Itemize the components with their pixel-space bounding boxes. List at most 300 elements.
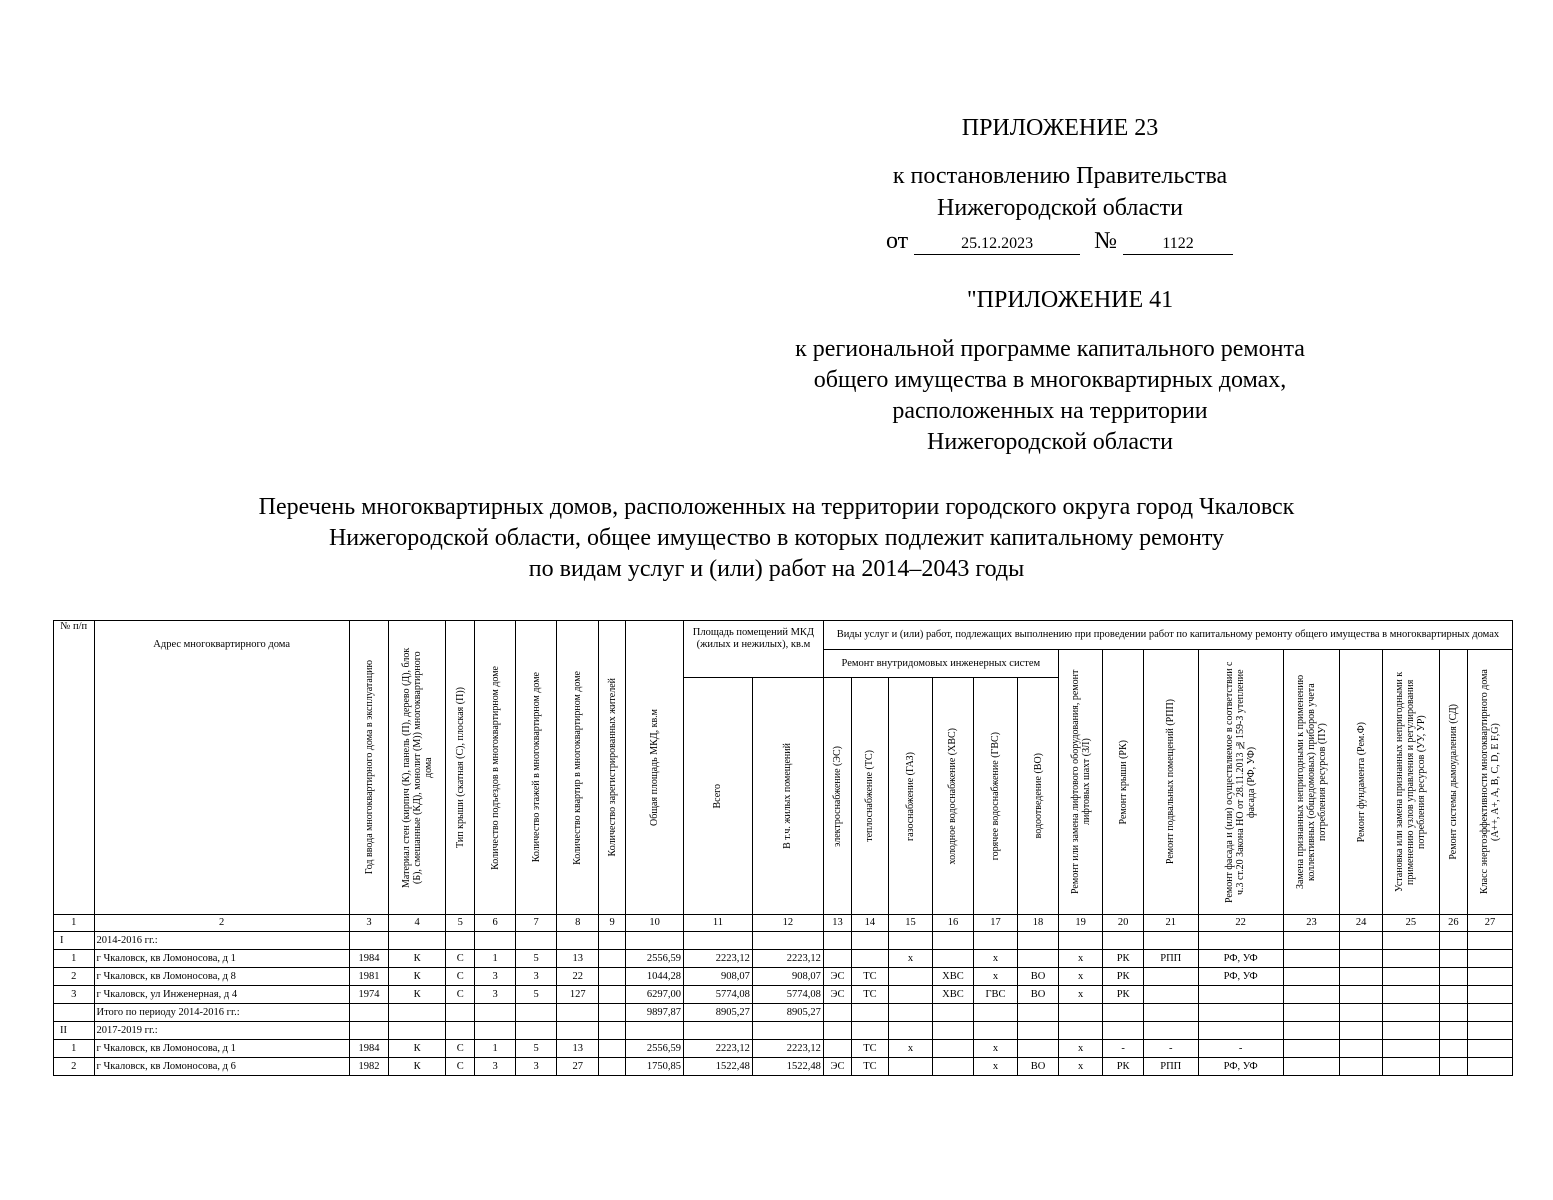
table-cell (933, 1022, 974, 1040)
col-header-20: Ремонт крыши (РК) (1103, 650, 1144, 915)
table-cell: г Чкаловск, кв Ломоносова, д 8 (94, 968, 349, 986)
table-cell (1058, 1004, 1103, 1022)
table-cell: 3 (475, 1058, 516, 1076)
table-cell: х (973, 950, 1018, 968)
table-row (54, 968, 1513, 986)
table-cell (1018, 932, 1059, 950)
table-cell (598, 1058, 625, 1076)
table-cell: х (1058, 950, 1103, 968)
table-cell: г Чкаловск, кв Ломоносова, д 1 (94, 1040, 349, 1058)
table-row (54, 950, 1513, 968)
table-cell (888, 968, 933, 986)
col-header-25: Установка или замена признанных непригодными к применению узлов управления и регулирования потребления ресурсов (УУ, УР) (1382, 650, 1439, 915)
table-cell (973, 932, 1018, 950)
col-header-11: Всего (684, 678, 753, 915)
table-cell: х (973, 1040, 1018, 1058)
table-cell (1468, 1058, 1513, 1076)
table-cell: 1522,48 (752, 1058, 823, 1076)
table-cell: - (1198, 1040, 1283, 1058)
col-header-18: водоотведение (ВО) (1018, 678, 1059, 915)
table-cell: 5 (515, 1040, 557, 1058)
col-header-16: холодное водоснабжение (ХВС) (933, 678, 974, 915)
table-cell: 27 (557, 1058, 599, 1076)
table-row (54, 1040, 1513, 1058)
table-cell (1382, 1022, 1439, 1040)
table-cell (1340, 950, 1383, 968)
table-cell (973, 1004, 1018, 1022)
table-cell: ЭС (823, 986, 851, 1004)
table-cell: К (389, 968, 446, 986)
col-header-7: Количество этажей в многоквартирном доме (515, 621, 557, 915)
table-cell (1382, 1004, 1439, 1022)
table-cell (1143, 986, 1198, 1004)
table-cell: С (446, 1058, 475, 1076)
column-number: 16 (933, 915, 974, 932)
col-header-1: № п/п (54, 621, 95, 915)
col-header-3: Год ввода многоквартирного дома в эксплуатацию (349, 621, 389, 915)
table-cell (1468, 950, 1513, 968)
buildings-table (53, 620, 1513, 1076)
table-cell (475, 1022, 516, 1040)
table-cell: 6297,00 (626, 986, 684, 1004)
table-cell (626, 1022, 684, 1040)
table-cell: ТС (852, 1040, 888, 1058)
table-cell (1283, 986, 1340, 1004)
table-cell: ВО (1018, 986, 1059, 1004)
table-cell: 1984 (349, 950, 389, 968)
table-cell: 13 (557, 950, 599, 968)
table-cell (1198, 932, 1283, 950)
column-number: 6 (475, 915, 516, 932)
table-cell: РФ, УФ (1198, 968, 1283, 986)
table-cell (1018, 950, 1059, 968)
table-cell: х (1058, 968, 1103, 986)
table-cell (1018, 1022, 1059, 1040)
table-cell (1468, 986, 1513, 1004)
col-header-27: Класс энергоэффективности многоквартирного дома (A++, A+, A, B, C, D, E F,G) (1468, 650, 1513, 915)
table-cell: 1 (54, 1040, 95, 1058)
table-cell: х (888, 950, 933, 968)
table-cell: 1522,48 (684, 1058, 753, 1076)
col-header-6: Количество подъездов в многоквартирном доме (475, 621, 516, 915)
table-body (54, 915, 1513, 1076)
table-cell (852, 1022, 888, 1040)
table-cell (852, 950, 888, 968)
table-cell: Итого по периоду 2014-2016 гг.: (94, 1004, 349, 1022)
table-cell: 8905,27 (684, 1004, 753, 1022)
table-cell (1283, 950, 1340, 968)
table-cell (1198, 986, 1283, 1004)
table-cell (598, 986, 625, 1004)
table-cell (1468, 1022, 1513, 1040)
column-number: 2 (94, 915, 349, 932)
table-cell (1439, 1040, 1467, 1058)
table-cell (389, 932, 446, 950)
table-cell (933, 950, 974, 968)
table-cell: РК (1103, 968, 1144, 986)
table-cell (1198, 1022, 1283, 1040)
table-cell (598, 932, 625, 950)
col-header-23: Замена признанных непригодными к применению коллективных (общедомовых) приборов учета потребления ресурсов (ПУ) (1283, 650, 1340, 915)
table-cell: РФ, УФ (1198, 1058, 1283, 1076)
table-row (54, 1058, 1513, 1076)
table-cell: К (389, 986, 446, 1004)
table-row (54, 932, 1513, 950)
title-line-3: по видам услуг и (или) работ на 2014–2043 годы (528, 556, 1025, 582)
title-line-2: Нижегородской области, общее имущество в которых подлежит капитальному ремонту (328, 525, 1225, 551)
table-cell: С (446, 950, 475, 968)
column-number: 14 (852, 915, 888, 932)
table-cell (1283, 1040, 1340, 1058)
col-header-14: теплоснабжение (ТС) (852, 678, 888, 915)
table-row (54, 1022, 1513, 1040)
table-cell (475, 932, 516, 950)
table-cell: ТС (852, 986, 888, 1004)
column-number: 26 (1439, 915, 1467, 932)
table-cell (598, 968, 625, 986)
table-cell: г Чкаловск, ул Инженерная, д 4 (94, 986, 349, 1004)
table-cell (446, 932, 475, 950)
table-cell (1382, 1058, 1439, 1076)
table-cell (349, 932, 389, 950)
table-cell (888, 1022, 933, 1040)
column-number: 3 (349, 915, 389, 932)
table-cell: - (1143, 1040, 1198, 1058)
table-cell: 1750,85 (626, 1058, 684, 1076)
column-number: 17 (973, 915, 1018, 932)
table-cell (1340, 932, 1383, 950)
table-cell (1143, 1004, 1198, 1022)
table-cell: ЭС (823, 968, 851, 986)
column-number: 1 (54, 915, 95, 932)
table-cell (1340, 968, 1383, 986)
table-cell (1382, 950, 1439, 968)
from-label: от (886, 228, 909, 254)
table-cell (1382, 968, 1439, 986)
column-number: 23 (1283, 915, 1340, 932)
table-cell: 9897,87 (626, 1004, 684, 1022)
table-cell (823, 1040, 851, 1058)
table-cell: 127 (557, 986, 599, 1004)
table-cell (515, 932, 557, 950)
table-cell (1018, 1004, 1059, 1022)
table-cell: 1982 (349, 1058, 389, 1076)
table-cell: 1 (475, 950, 516, 968)
column-number: 5 (446, 915, 475, 932)
table-cell (1283, 932, 1340, 950)
table-cell: 13 (557, 1040, 599, 1058)
number-label: № (1094, 228, 1118, 254)
table-cell: 3 (475, 968, 516, 986)
table-cell (684, 1022, 753, 1040)
column-number: 7 (515, 915, 557, 932)
table-cell (54, 1004, 95, 1022)
table-cell (598, 1004, 625, 1022)
program-reference (700, 334, 1400, 458)
table-cell (1103, 932, 1144, 950)
column-number: 4 (389, 915, 446, 932)
table-cell: 1981 (349, 968, 389, 986)
program-line-2: общего имущества в многоквартирных домах, (813, 367, 1287, 393)
table-cell (515, 1022, 557, 1040)
area-group-header: Площадь помещений МКД (жилых и нежилых), кв.м (684, 621, 824, 678)
table-cell: РК (1103, 1058, 1144, 1076)
table-cell (1439, 986, 1467, 1004)
table-cell: 1984 (349, 1040, 389, 1058)
table-cell (1058, 932, 1103, 950)
table-cell: 2 (54, 1058, 95, 1076)
table-cell: ВО (1018, 968, 1059, 986)
table-cell: I (54, 932, 95, 950)
table-cell (557, 932, 599, 950)
column-number: 11 (684, 915, 753, 932)
col-header-8: Количество квартир в многоквартирном доме (557, 621, 599, 915)
col-header-10: Общая площадь МКД, кв.м (626, 621, 684, 915)
table-cell: - (1103, 1040, 1144, 1058)
table-cell (888, 1058, 933, 1076)
column-number: 18 (1018, 915, 1059, 932)
table-cell: 5774,08 (752, 986, 823, 1004)
table-cell (349, 1022, 389, 1040)
column-number: 20 (1103, 915, 1144, 932)
col-header-9: Количество зарегистрированных жителей (598, 621, 625, 915)
table-cell (598, 950, 625, 968)
appendix-41-title: "ПРИЛОЖЕНИЕ 41 (966, 287, 1174, 313)
column-number: 27 (1468, 915, 1513, 932)
table-cell (852, 1004, 888, 1022)
table-cell: 5 (515, 950, 557, 968)
table-cell: ХВС (933, 968, 974, 986)
table-cell (1283, 1022, 1340, 1040)
table-cell (1439, 950, 1467, 968)
works-group-header: Виды услуг и (или) работ, подлежащих выполнению при проведении работ по капитальному ремонту общего имущества в многоквартирных домах (823, 621, 1512, 650)
table-cell: ТС (852, 1058, 888, 1076)
table-cell: 22 (557, 968, 599, 986)
table-cell (1340, 986, 1383, 1004)
resolution-number: 1122 (1123, 234, 1233, 255)
table-cell (1198, 1004, 1283, 1022)
table-cell (1439, 1004, 1467, 1022)
table-cell (598, 1022, 625, 1040)
table-cell (1283, 968, 1340, 986)
table-cell: 2014-2016 гг.: (94, 932, 349, 950)
table-cell: ТС (852, 968, 888, 986)
table-cell (823, 950, 851, 968)
table-cell (888, 1004, 933, 1022)
table-cell: 908,07 (752, 968, 823, 986)
column-number: 10 (626, 915, 684, 932)
table-cell (557, 1022, 599, 1040)
col-header-22: Ремонт фасада и (или) осуществляемое в соответствии с ч.3 ст.20 Закона НО от 28.11.2013 №159-З утепление фасада (РФ, УФ) (1198, 650, 1283, 915)
table-cell (1340, 1040, 1383, 1058)
table-cell: х (1058, 986, 1103, 1004)
table-cell (1143, 932, 1198, 950)
table-cell: 3 (54, 986, 95, 1004)
table-cell (1439, 932, 1467, 950)
table-cell: 1044,28 (626, 968, 684, 986)
table-cell: С (446, 1040, 475, 1058)
col-header-12: В т.ч. жилых помещений (752, 678, 823, 915)
table-cell (1382, 932, 1439, 950)
table-cell (933, 1040, 974, 1058)
table-cell (1103, 1004, 1144, 1022)
table-cell: 8905,27 (752, 1004, 823, 1022)
table-cell (933, 932, 974, 950)
table-cell: х (1058, 1040, 1103, 1058)
table-cell (1340, 1004, 1383, 1022)
table-cell (349, 1004, 389, 1022)
table-row (54, 1004, 1513, 1022)
table-cell: К (389, 1040, 446, 1058)
col-header-21: Ремонт подвальных помещений (РПП) (1143, 650, 1198, 915)
table-cell: ГВС (973, 986, 1018, 1004)
table-cell: 1974 (349, 986, 389, 1004)
col-header-2: Адрес многоквартирного дома (94, 621, 349, 915)
table-cell: 2556,59 (626, 950, 684, 968)
table-cell: 1 (475, 1040, 516, 1058)
table-cell (933, 1058, 974, 1076)
column-number: 8 (557, 915, 599, 932)
program-line-1: к региональной программе капитального ремонта (795, 336, 1305, 362)
table-cell: С (446, 986, 475, 1004)
table-cell (1058, 1022, 1103, 1040)
col-header-13: электроснабжение (ЭС) (823, 678, 851, 915)
table-cell (1103, 1022, 1144, 1040)
resolution-date-line (886, 226, 1233, 256)
table-cell (823, 1022, 851, 1040)
table-cell (852, 932, 888, 950)
table-cell (1439, 968, 1467, 986)
table-cell (1283, 1058, 1340, 1076)
table-cell: 2223,12 (752, 1040, 823, 1058)
table-cell: х (1058, 1058, 1103, 1076)
table-cell (752, 1022, 823, 1040)
column-number: 13 (823, 915, 851, 932)
table-cell: РК (1103, 986, 1144, 1004)
table-cell (823, 1004, 851, 1022)
table-cell (1382, 986, 1439, 1004)
table-cell: К (389, 950, 446, 968)
col-header-5: Тип крыши (скатная (С), плоская (П)) (446, 621, 475, 915)
table-cell: ЭС (823, 1058, 851, 1076)
table-cell (933, 1004, 974, 1022)
column-number: 19 (1058, 915, 1103, 932)
document-title (100, 492, 1453, 585)
resolution-reference (840, 160, 1280, 224)
col-header-17: горячее водоснабжение (ГВС) (973, 678, 1018, 915)
col-header-26: Ремонт системы дымоудаления (СД) (1439, 650, 1467, 915)
table-cell: РФ, УФ (1198, 950, 1283, 968)
table-cell (515, 1004, 557, 1022)
table-cell: 3 (475, 986, 516, 1004)
table-cell: х (973, 1058, 1018, 1076)
table-cell: РПП (1143, 1058, 1198, 1076)
column-number: 24 (1340, 915, 1383, 932)
table-cell (1468, 968, 1513, 986)
table-cell (598, 1040, 625, 1058)
table-cell (389, 1022, 446, 1040)
table-cell: II (54, 1022, 95, 1040)
table-cell (684, 932, 753, 950)
header-row-1 (54, 621, 1513, 650)
table-cell: х (888, 1040, 933, 1058)
table-cell: ВО (1018, 1058, 1059, 1076)
table-cell: С (446, 968, 475, 986)
resolution-line-2: Нижегородской области (936, 195, 1184, 221)
col-header-15: газоснабжение (ГАЗ) (888, 678, 933, 915)
appendix-23-title: ПРИЛОЖЕНИЕ 23 (961, 115, 1159, 141)
table-cell (1283, 1004, 1340, 1022)
table-cell (752, 932, 823, 950)
table-cell: 2017-2019 гг.: (94, 1022, 349, 1040)
table-cell (1468, 1040, 1513, 1058)
program-line-4: Нижегородской области (926, 429, 1174, 455)
table-cell (389, 1004, 446, 1022)
col-header-24: Ремонт фундамента (Рем.Ф) (1340, 650, 1383, 915)
program-line-3: расположенных на территории (892, 398, 1208, 424)
table-row (54, 986, 1513, 1004)
column-number: 15 (888, 915, 933, 932)
table-cell (1382, 1040, 1439, 1058)
table-cell: 2223,12 (752, 950, 823, 968)
table-cell: 5 (515, 986, 557, 1004)
table-cell (1439, 1022, 1467, 1040)
table-cell: г Чкаловск, кв Ломоносова, д 6 (94, 1058, 349, 1076)
table-cell: 2556,59 (626, 1040, 684, 1058)
resolution-line-1: к постановлению Правительства (892, 163, 1228, 189)
table-cell: 908,07 (684, 968, 753, 986)
table-cell (557, 1004, 599, 1022)
table-cell (1340, 1022, 1383, 1040)
table-cell: К (389, 1058, 446, 1076)
table-cell: 1 (54, 950, 95, 968)
column-number: 22 (1198, 915, 1283, 932)
col-header-4: Материал стен (кирпич (К), панель (П), дерево (Д), блок (Б), смешанные (КД), монолит (М)) многоквартирного дома (389, 621, 446, 915)
table-cell (1340, 1058, 1383, 1076)
table-cell (626, 932, 684, 950)
table-cell (1018, 1040, 1059, 1058)
column-number: 25 (1382, 915, 1439, 932)
column-numbers-row (54, 915, 1513, 932)
table-cell: г Чкаловск, кв Ломоносова, д 1 (94, 950, 349, 968)
table-cell: х (973, 968, 1018, 986)
table-cell (1143, 968, 1198, 986)
table-cell (973, 1022, 1018, 1040)
table-cell (888, 932, 933, 950)
table-cell (446, 1022, 475, 1040)
table-cell: 3 (515, 968, 557, 986)
table-cell (823, 932, 851, 950)
table-cell (1468, 932, 1513, 950)
table-cell: 2223,12 (684, 950, 753, 968)
table-cell (1439, 1058, 1467, 1076)
systems-group-header: Ремонт внутридомовых инженерных систем (823, 650, 1058, 678)
table-cell: 5774,08 (684, 986, 753, 1004)
column-number: 21 (1143, 915, 1198, 932)
col-header-19: Ремонт или замена лифтового оборудования, ремонт лифтовых шахт (ЗЛ) (1058, 650, 1103, 915)
table-cell (446, 1004, 475, 1022)
table-cell (475, 1004, 516, 1022)
table-cell (1143, 1022, 1198, 1040)
resolution-date: 25.12.2023 (914, 234, 1080, 255)
table-cell (888, 986, 933, 1004)
table-cell: ХВС (933, 986, 974, 1004)
table-cell: 2 (54, 968, 95, 986)
table-cell: РПП (1143, 950, 1198, 968)
title-line-1: Перечень многоквартирных домов, расположенных на территории городского округа город Чкаловск (258, 494, 1295, 520)
column-number: 12 (752, 915, 823, 932)
table-cell (1468, 1004, 1513, 1022)
